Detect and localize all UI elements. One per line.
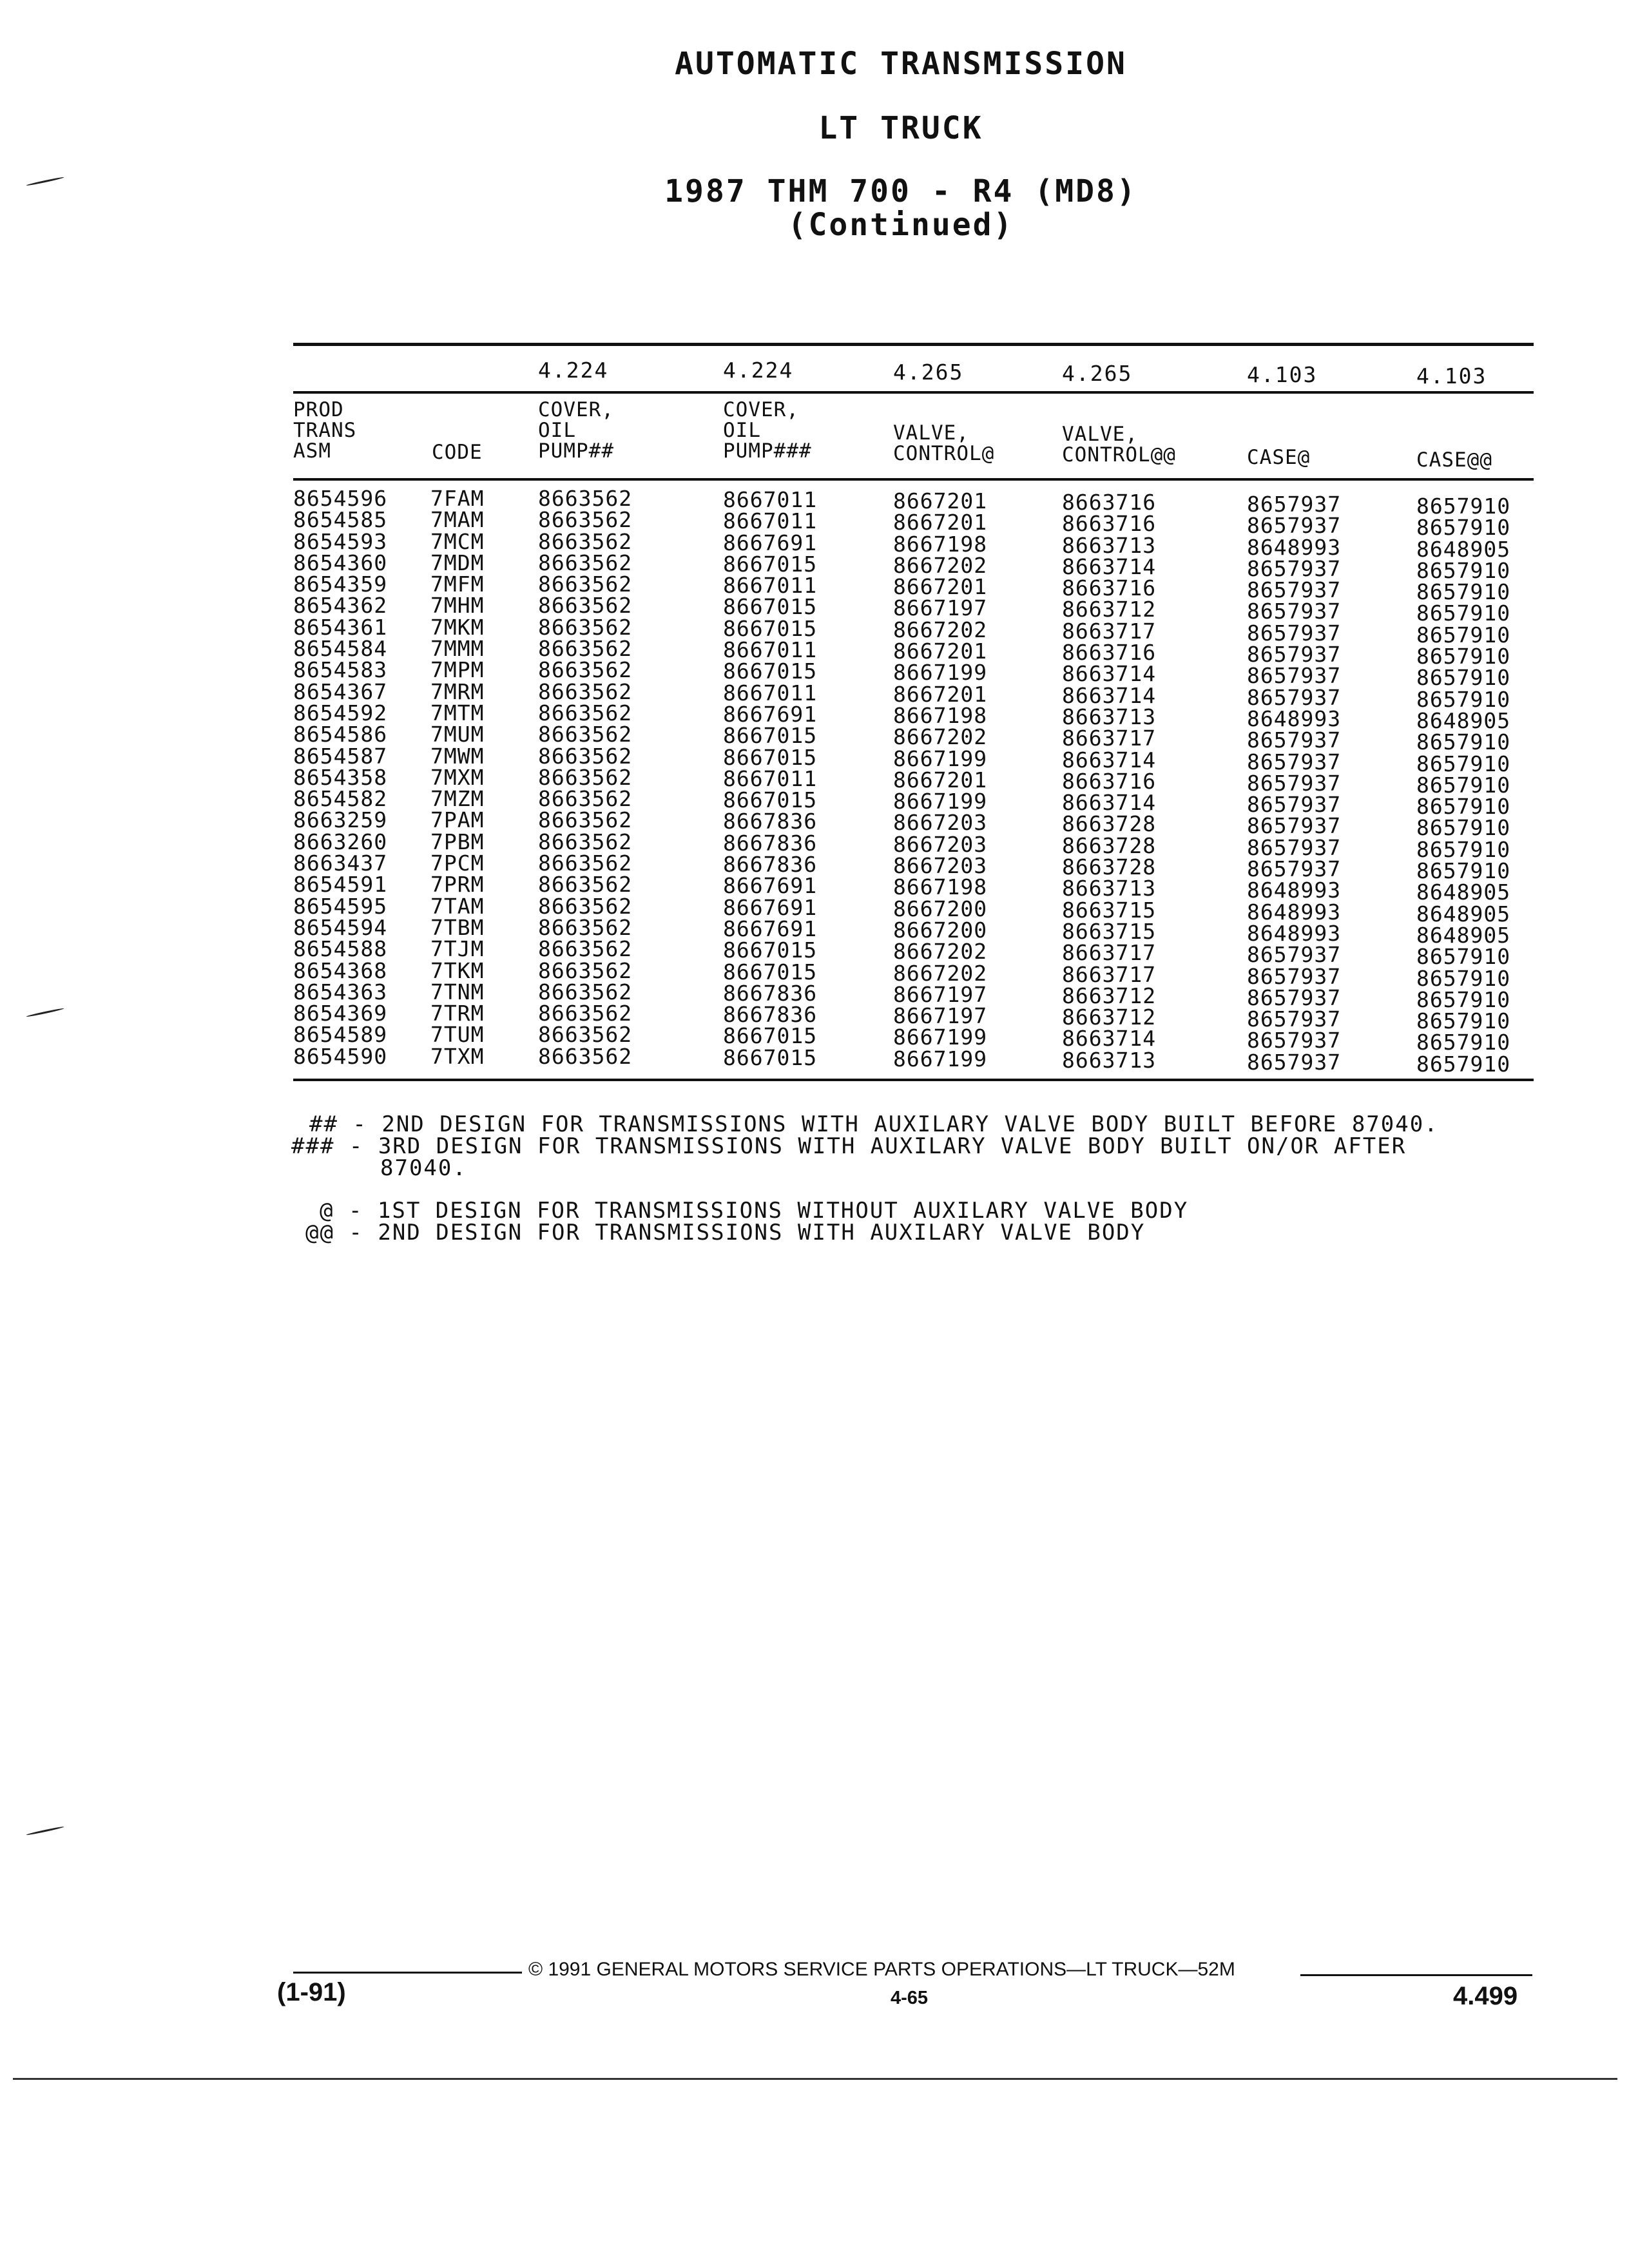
table-cell: 8657910 <box>1416 751 1511 776</box>
table-cell: 8654596 <box>293 486 388 511</box>
table-cell: 7MCM <box>430 528 485 554</box>
table-cell: 8663716 <box>1062 640 1157 666</box>
table-cell: 8657910 <box>1416 965 1511 991</box>
column-code <box>430 488 484 1067</box>
table-cell: 8667836 <box>723 809 818 834</box>
table-cell: 8663562 <box>538 550 633 575</box>
header-code: CODE <box>432 441 483 464</box>
table-cell: 7TRM <box>430 1001 485 1026</box>
table-cell: 7MPM <box>430 657 485 683</box>
header-case-1st: CASE@ <box>1247 446 1311 469</box>
table-cell: 8663562 <box>538 764 633 790</box>
table-cell: 8663712 <box>1062 597 1157 622</box>
table-cell: 8667015 <box>723 744 818 770</box>
column-valve-control-1st <box>893 490 987 1070</box>
table-cell: 7MUM <box>430 722 485 747</box>
table-cell: 8657937 <box>1247 963 1342 989</box>
table-cell: 8654592 <box>293 700 388 726</box>
table-cell: 8667015 <box>723 723 818 749</box>
table-cell: 8654358 <box>293 764 388 790</box>
table-cell: 8654367 <box>293 678 388 704</box>
table-cell: 8657937 <box>1247 577 1342 603</box>
table-cell: 8657937 <box>1247 1049 1342 1075</box>
table-cell: 8657937 <box>1247 642 1342 668</box>
table-cell: 7TBM <box>430 914 485 940</box>
table-cell: 8667198 <box>893 702 988 728</box>
table-cell: 8663712 <box>1062 1004 1157 1030</box>
table-cell: 8654584 <box>293 636 388 662</box>
table-cell: 8663714 <box>1062 790 1157 816</box>
table-cell: 8648905 <box>1416 901 1511 927</box>
table-cell: 8667199 <box>893 1046 988 1072</box>
column-case-2nd <box>1416 495 1510 1075</box>
table-cell: 8667836 <box>723 852 818 878</box>
table-cell: 7PRM <box>430 872 485 898</box>
table-cell: 8657910 <box>1416 579 1511 605</box>
table-cell: 8657937 <box>1247 663 1342 689</box>
column-cover-oil-pump-3rd <box>723 489 817 1068</box>
table-cell: 8667691 <box>723 701 818 727</box>
table-cell: 8654583 <box>293 657 388 683</box>
table-cell: 8663714 <box>1062 661 1157 687</box>
table-cell: 8648993 <box>1247 920 1342 946</box>
table-cell: 8667203 <box>893 831 988 857</box>
table-cell: 8667199 <box>893 660 988 686</box>
column-case-1st <box>1247 494 1341 1073</box>
table-cell: 8663562 <box>538 1022 633 1048</box>
table-cell: 8663562 <box>538 936 633 962</box>
group-number: 4.224 <box>538 358 609 383</box>
footnote-triple-hash: ### - 3RD DESIGN FOR TRANSMISSIONS WITH AUXILARY VALVE BODY BUILT ON/OR AFTER <box>291 1133 1407 1159</box>
table-cell: 8657910 <box>1416 794 1511 820</box>
table-cell: 8667201 <box>893 681 988 707</box>
table-cell: 8657937 <box>1247 727 1342 753</box>
table-cell: 8654369 <box>293 1001 388 1026</box>
table-cell: 8648993 <box>1247 878 1342 903</box>
table-cell: 8667203 <box>893 810 988 836</box>
table-cell: 8667015 <box>723 615 818 641</box>
table-cell: 8657910 <box>1416 515 1511 541</box>
table-cell: 8667015 <box>723 959 818 985</box>
section-continued: (Continued) <box>787 207 1014 243</box>
table-cell: 8657937 <box>1247 1028 1342 1053</box>
header-case-2nd: CASE@@ <box>1416 448 1492 472</box>
table-cell: 8663714 <box>1062 1026 1157 1052</box>
table-cell: 8648905 <box>1416 536 1511 562</box>
binder-mark <box>26 1826 64 1836</box>
table-cell: 8654585 <box>293 507 388 533</box>
table-cell: 8663714 <box>1062 682 1157 708</box>
table-cell: 8648993 <box>1247 899 1342 925</box>
table-cell: 8657910 <box>1416 858 1511 884</box>
table-cell: 8663715 <box>1062 918 1157 944</box>
table-cell: 8657937 <box>1247 749 1342 774</box>
table-cell: 8663717 <box>1062 726 1157 751</box>
table-cell: 8654360 <box>293 550 388 575</box>
table-cell: 8654362 <box>293 593 388 619</box>
table-cell: 8663712 <box>1062 983 1157 1008</box>
table-cell: 7MMM <box>430 636 485 662</box>
footnote-triple-hash-cont: 87040. <box>380 1155 467 1181</box>
table-cell: 7PCM <box>430 850 485 876</box>
footnote-double-at: @@ - 2ND DESIGN FOR TRANSMISSIONS WITH AUXILARY VALVE BODY <box>305 1220 1146 1245</box>
table-cell: 7MZM <box>430 786 485 812</box>
table-cell: 8654359 <box>293 572 388 597</box>
table-cell: 8663562 <box>538 678 633 704</box>
table-cell: 8663713 <box>1062 1047 1157 1073</box>
table-cell: 7TUM <box>430 1022 485 1048</box>
group-number: 4.265 <box>1062 361 1133 386</box>
table-cell: 8667691 <box>723 873 818 899</box>
table-cell: 8667836 <box>723 980 818 1006</box>
table-cell: 8667202 <box>893 960 988 986</box>
table-cell: 8657910 <box>1416 1051 1511 1077</box>
table-cell: 8663728 <box>1062 854 1157 880</box>
table-cell: 8667011 <box>723 765 818 791</box>
table-cell: 8663562 <box>538 786 633 812</box>
header-valve-control-2nd: VALVE, CONTROL@@ <box>1062 423 1176 466</box>
table-cell: 8663714 <box>1062 553 1157 579</box>
footer-date-code: (1-91) <box>277 1978 346 2006</box>
table-cell: 8648905 <box>1416 922 1511 948</box>
table-cell: 8667011 <box>723 637 818 663</box>
table-cell: 8663562 <box>538 657 633 683</box>
table-cell: 8663717 <box>1062 940 1157 966</box>
table-cell: 8667200 <box>893 896 988 921</box>
table-cell: 8663716 <box>1062 768 1157 794</box>
table-cell: 7MDM <box>430 550 485 575</box>
table-cell: 8657910 <box>1416 557 1511 583</box>
header-asm: PROD TRANS ASM <box>293 398 357 463</box>
section-title: 1987 THM 700 - R4 (MD8) <box>664 173 1137 209</box>
table-cell: 8657937 <box>1247 834 1342 860</box>
table-cell: 8657937 <box>1247 555 1342 581</box>
table-cell: 8657910 <box>1416 601 1511 626</box>
header-cover-oil-pump-3rd: COVER, OIL PUMP### <box>723 398 812 463</box>
footer-page-number: 4.499 <box>1453 1982 1518 2010</box>
table-cell: 8663562 <box>538 957 633 983</box>
table-cell: 8667198 <box>893 531 988 557</box>
table-cell: 8654587 <box>293 743 388 769</box>
table-cell: 8654363 <box>293 979 388 1004</box>
table-cell: 8667199 <box>893 789 988 814</box>
page-bottom-rule <box>13 2078 1617 2080</box>
table-cell: 7MTM <box>430 700 485 726</box>
table-cell: 8663562 <box>538 507 633 533</box>
table-cell: 8657937 <box>1247 513 1342 539</box>
table-cell: 7MAM <box>430 507 485 533</box>
table-cell: 8663562 <box>538 893 633 919</box>
table-cell: 8663562 <box>538 528 633 554</box>
table-cell: 8663714 <box>1062 747 1157 773</box>
table-cell: 8663260 <box>293 829 388 854</box>
table-cell: 7PBM <box>430 829 485 854</box>
table-cell: 8657910 <box>1416 986 1511 1012</box>
table-cell: 8667691 <box>723 916 818 941</box>
table-cell: 8657910 <box>1416 686 1511 712</box>
page-subtitle: LT TRUCK <box>818 110 983 146</box>
table-cell: 8657937 <box>1247 599 1342 624</box>
table-cell: 8657937 <box>1247 942 1342 968</box>
table-cell: 8654361 <box>293 614 388 640</box>
group-number: 4.224 <box>723 358 794 383</box>
table-cell: 8657937 <box>1247 813 1342 839</box>
table-cell: 8663562 <box>538 636 633 662</box>
table-cell: 8663562 <box>538 850 633 876</box>
table-cell: 8667836 <box>723 830 818 856</box>
table-cell: 8654590 <box>293 1043 388 1069</box>
table-cell: 8663562 <box>538 829 633 854</box>
table-cell: 8663562 <box>538 872 633 898</box>
table-cell: 8654588 <box>293 936 388 962</box>
table-cell: 8663562 <box>538 1001 633 1026</box>
table-cell: 8667691 <box>723 530 818 555</box>
table-cell: 7TJM <box>430 936 485 962</box>
table-cell: 8663562 <box>538 743 633 769</box>
table-cell: 8663728 <box>1062 811 1157 837</box>
table-cell: 8663713 <box>1062 876 1157 901</box>
table-cell: 8663437 <box>293 850 388 876</box>
table-cell: 8657937 <box>1247 684 1342 710</box>
column-valve-control-2nd <box>1062 492 1156 1071</box>
table-cell: 8657910 <box>1416 494 1511 519</box>
table-cell: 8648993 <box>1247 706 1342 731</box>
table-cell: 8667015 <box>723 787 818 813</box>
table-cell: 8657910 <box>1416 944 1511 970</box>
table-cell: 8667015 <box>723 658 818 684</box>
table-cell: 8667201 <box>893 574 988 600</box>
table-cell: 8667836 <box>723 1002 818 1028</box>
table-cell: 8654586 <box>293 722 388 747</box>
table-cell: 8657937 <box>1247 492 1342 517</box>
table-cell: 8667198 <box>893 874 988 900</box>
table-cell: 8657910 <box>1416 772 1511 798</box>
group-number: 4.103 <box>1416 363 1487 389</box>
footer-page-sub: 4-65 <box>891 1988 929 2008</box>
table-cell: 8657937 <box>1247 856 1342 882</box>
table-cell: 8667201 <box>893 767 988 793</box>
table-cell: 8667011 <box>723 487 818 512</box>
table-cell: 8663562 <box>538 700 633 726</box>
table-cell: 8654582 <box>293 786 388 812</box>
table-bottom-rule <box>293 1079 1534 1081</box>
table-cell: 8667199 <box>893 745 988 771</box>
table-cell: 8667201 <box>893 488 988 514</box>
table-cell: 8663713 <box>1062 532 1157 558</box>
table-cell: 8657910 <box>1416 815 1511 841</box>
table-cell: 8663562 <box>538 979 633 1004</box>
table-cell: 8667202 <box>893 724 988 750</box>
table-cell: 8667015 <box>723 594 818 620</box>
table-cell: 8654593 <box>293 528 388 554</box>
table-cell: 7TAM <box>430 893 485 919</box>
table-cell: 8657937 <box>1247 792 1342 818</box>
table-cell: 7MXM <box>430 764 485 790</box>
table-cell: 7TNM <box>430 979 485 1004</box>
table-cell: 8667011 <box>723 680 818 706</box>
table-cell: 8667200 <box>893 917 988 943</box>
table-cell: 7MRM <box>430 678 485 704</box>
header-cover-oil-pump-2nd: COVER, OIL PUMP## <box>538 398 614 463</box>
table-cell: 8657910 <box>1416 665 1511 691</box>
table-cell: 7FAM <box>430 486 485 511</box>
table-cell: 8657910 <box>1416 622 1511 648</box>
table-cell: 8657937 <box>1247 770 1342 796</box>
table-cell: 8663259 <box>293 807 388 833</box>
footnote-double-hash: ## - 2ND DESIGN FOR TRANSMISSIONS WITH AUXILARY VALVE BODY BUILT BEFORE 87040. <box>309 1111 1439 1137</box>
table-cell: 8654594 <box>293 914 388 940</box>
table-cell: 8657937 <box>1247 985 1342 1010</box>
table-cell: 7MWM <box>430 743 485 769</box>
table-cell: 8663562 <box>538 1043 633 1069</box>
table-cell: 8657910 <box>1416 1008 1511 1034</box>
table-cell: 8663715 <box>1062 897 1157 923</box>
table-cell: 7PAM <box>430 807 485 833</box>
table-cell: 8657910 <box>1416 836 1511 862</box>
table-cell: 8663562 <box>538 593 633 619</box>
table-cell: 8657910 <box>1416 729 1511 755</box>
table-group-rule <box>293 391 1534 394</box>
binder-mark <box>26 1008 64 1017</box>
table-cell: 8667202 <box>893 617 988 642</box>
table-cell: 8654589 <box>293 1022 388 1048</box>
table-cell: 8657910 <box>1416 644 1511 669</box>
table-cell: 8667199 <box>893 1024 988 1050</box>
table-cell: 8667197 <box>893 981 988 1007</box>
table-cell: 8667691 <box>723 894 818 920</box>
table-cell: 7TXM <box>430 1043 485 1069</box>
table-cell: 8667015 <box>723 1023 818 1049</box>
table-cell: 8667015 <box>723 551 818 577</box>
table-cell: 8663728 <box>1062 832 1157 858</box>
table-cell: 8667201 <box>893 639 988 664</box>
table-cell: 8663717 <box>1062 618 1157 644</box>
footer-copyright: © 1991 GENERAL MOTORS SERVICE PARTS OPERATIONS—LT TRUCK—52M <box>528 1959 1235 1980</box>
table-cell: 8663562 <box>538 486 633 511</box>
group-number: 4.103 <box>1247 362 1318 387</box>
table-cell: 8663562 <box>538 807 633 833</box>
table-cell: 8667197 <box>893 595 988 621</box>
table-header-rule <box>293 478 1534 481</box>
table-cell: 8654591 <box>293 872 388 898</box>
table-cell: 7MHM <box>430 593 485 619</box>
table-cell: 8663562 <box>538 572 633 597</box>
table-cell: 8648993 <box>1247 534 1342 560</box>
table-cell: 8657937 <box>1247 1006 1342 1032</box>
table-cell: 8654595 <box>293 893 388 919</box>
footer-rule-right <box>1300 1974 1532 1976</box>
table-cell: 8657910 <box>1416 1030 1511 1055</box>
table-cell: 8667011 <box>723 508 818 534</box>
table-cell: 8654368 <box>293 957 388 983</box>
table-cell: 8663562 <box>538 914 633 940</box>
table-cell: 8667203 <box>893 853 988 879</box>
header-valve-control-1st: VALVE, CONTROL@ <box>893 421 995 465</box>
table-cell: 8663716 <box>1062 490 1157 515</box>
table-cell: 8667015 <box>723 937 818 963</box>
table-cell: 8663562 <box>538 722 633 747</box>
footer-rule-left <box>293 1972 522 1974</box>
table-cell: 8663562 <box>538 614 633 640</box>
table-cell: 7TKM <box>430 957 485 983</box>
footnote-at: @ - 1ST DESIGN FOR TRANSMISSIONS WITHOUT AUXILARY VALVE BODY <box>320 1198 1189 1224</box>
table-cell: 8667202 <box>893 939 988 965</box>
group-number: 4.265 <box>893 360 964 385</box>
table-cell: 8663717 <box>1062 961 1157 987</box>
table-cell: 8663716 <box>1062 575 1157 601</box>
table-cell: 8667197 <box>893 1003 988 1029</box>
table-cell: 8667011 <box>723 573 818 599</box>
table-cell: 8667201 <box>893 510 988 535</box>
table-cell: 8663716 <box>1062 511 1157 537</box>
table-cell: 7MKM <box>430 614 485 640</box>
table-cell: 8657937 <box>1247 620 1342 646</box>
table-cell: 8648905 <box>1416 879 1511 905</box>
column-cover-oil-pump-2nd <box>538 488 632 1067</box>
page-title: AUTOMATIC TRANSMISSION <box>675 46 1127 82</box>
table-top-rule <box>293 343 1534 346</box>
table-cell: 8667202 <box>893 552 988 578</box>
column-prod-trans-asm <box>293 488 387 1067</box>
table-cell: 8663713 <box>1062 704 1157 729</box>
table-cell: 7MFM <box>430 572 485 597</box>
table-cell: 8667015 <box>723 1044 818 1070</box>
table-cell: 8648905 <box>1416 707 1511 733</box>
